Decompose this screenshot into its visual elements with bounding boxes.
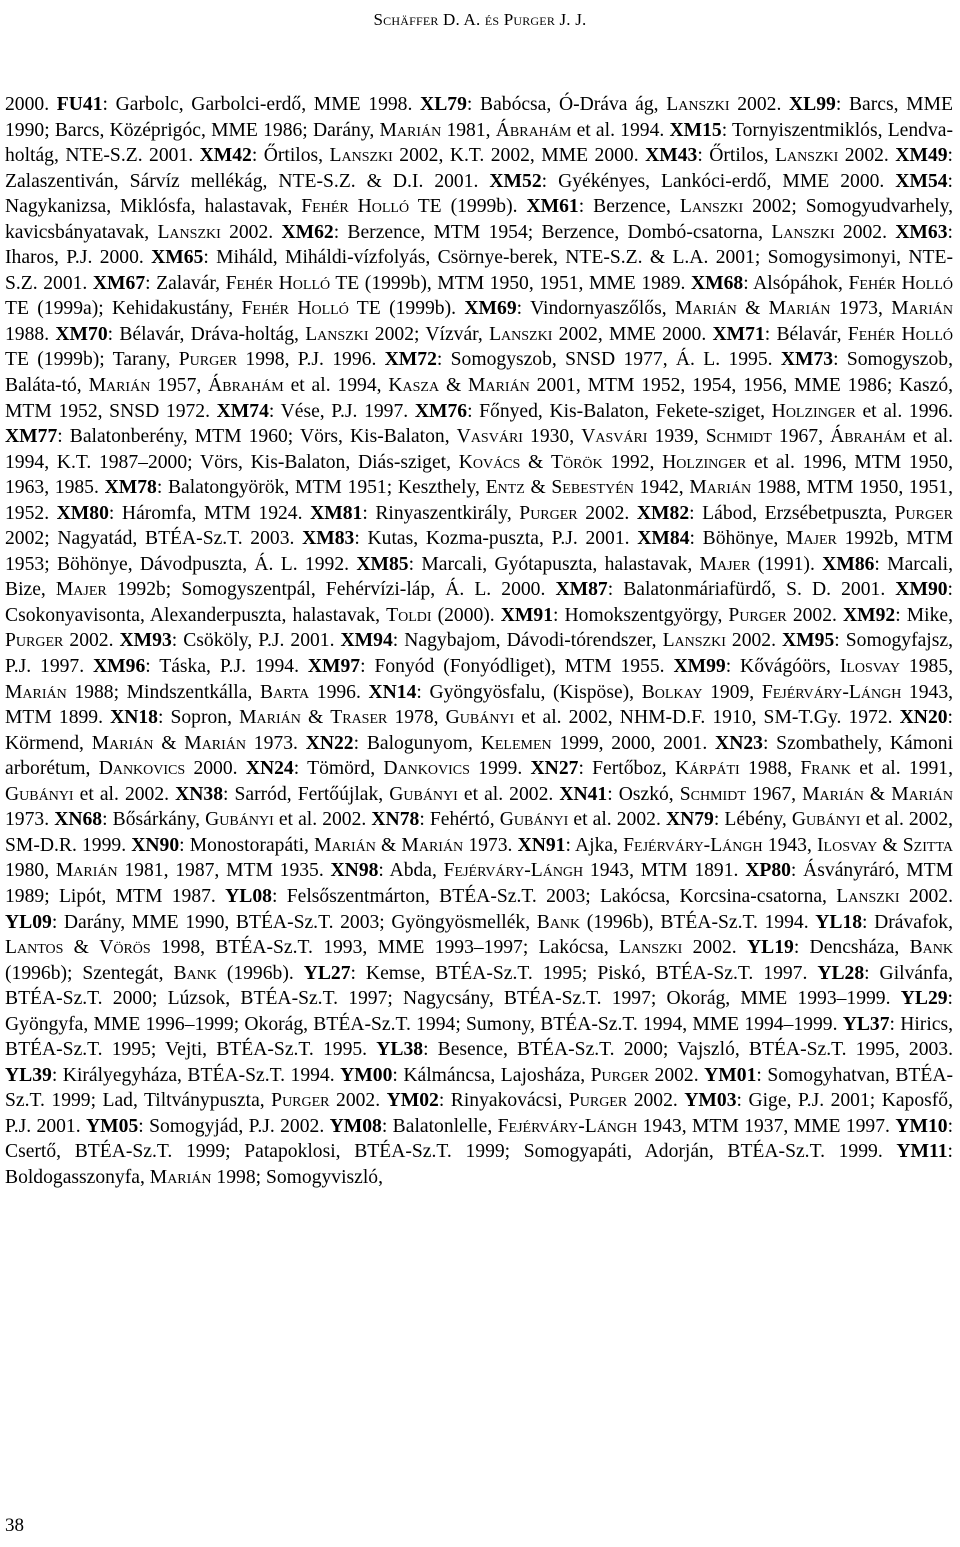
running-header: Schäffer D. A. és Purger J. J. <box>373 10 587 29</box>
body-text: 2000. FU41: Garbolc, Garbolci-erdő, MME 1998. XL79: Babócsa, Ó-Dráva ág, Lanszki 2002. XL99: Barcs, MME 1990; Barcs, Középrigóc, MME 1986; Darány, Marián 1981, Ábrahám et al. 1994. XM15: Tornyiszentmiklós, Lendva-holtág, NTE-S.Z. 2001. XM42: Őrtilos, Lanszki 2002, K.T. 2002, MME 2000. XM43: Őrtilos, Lanszki 2002. XM49: Zalaszentiván, Sárvíz mellékág, NTE-S.Z. & D.I. 2001. XM52: Gyékényes, Lankóci-erdő, MME 2000. XM54: Nagykanizsa, Miklósfa, halastavak, Fehér Holló TE (1999b). XM61: Berzence, Lanszki 2002; Somogyudvarhely, kavicsbányatavak, Lanszki 2002. XM62: Berzence, MTM 1954; Berzence, Dombó-csatorna, Lanszki 2002. XM63: Iharos, P.J. 2000. XM65: Miháld, Miháldi-vízfolyás, Csörnye-berek, NTE-S.Z. & L.A. 2001; Somogysimonyi, NTE-S.Z. 2001. XM67: Zalavár, Fehér Holló TE (1999b), MTM 1950, 1951, MME 1989. XM68: Alsópáhok, Fehér Holló TE (1999a); Kehidakustány, Fehér Holló TE (1999b). XM69: Vindornyaszőlős, Marián & Marián 1973, Marián 1988. XM70: Bélavár, Dráva-holtág, Lanszki 2002; Vízvár, Lanszki 2002, MME 2000. XM71: Bélavár, Fehér Holló TE (1999b); Tarany, Purger 1998, P.J. 1996. XM72: Somogyszob, SNSD 1977, Á. L. 1995. XM73: Somogyszob, Baláta-tó, Marián 1957, Ábrahám et al. 1994, Kasza & Marián 2001, MTM 1952, 1954, 1956, MME 1986; Kaszó, MTM 1952, SNSD 1972. XM74: Vése, P.J. 1997. XM76: Főnyed, Kis-Balaton, Fekete-sziget, Holzinger et al. 1996. XM77: Balatonberény, MTM 1960; Vörs, Kis-Balaton, Vasvári 1930, Vasvári 1939, Schmidt 1967, Ábrahám et al. 1994, K.T. 1987–2000; Vörs, Kis-Balaton, Diás-sziget, Kovács & Török 1992, Holzinger et al. 1996, MTM 1950, 1963, 1985. XM78: Balatongyörök, MTM 1951; Keszthely, Entz & Sebestyén 1942, Marián 1988, MTM 1950, 1951, 1952. XM80: Háromfa, MTM 1924. XM81: Rinyaszentkirály, Purger 2002. XM82: Lábod, Erzsébetpuszta, Purger 2002; Nagyatád, BTÉA-Sz.T. 2003. XM83: Kutas, Kozma-puszta, P.J. 2001. XM84: Böhönye, Majer 1992b, MTM 1953; Böhönye, Dávodpuszta, Á. L. 1992. XM85: Marcali, Gyótapuszta, halastavak, Majer (1991). XM86: Marcali, Bize, Majer 1992b; Somogyszentpál, Fehérvízi-láp, Á. L. 2000. XM87: Balatonmáriafürdő, S. D. 2001. XM90: Csokonyavisonta, Alexanderpuszta, halastavak, Toldi (2000). XM91: Homokszentgyörgy, Purger 2002. XM92: Mike, Purger 2002. XM93: Csököly, P.J. 2001. XM94: Nagybajom, Dávodi-tórendszer, Lanszki 2002. XM95: Somogyfajsz, P.J. 1997. XM96: Táska, P.J. 1994. XM97: Fonyód (Fonyódliget), MTM 1955. XM99: Kővágóörs, Ilosvay 1985, Marián 1988; Mindszentkálla, Barta 1996. XN14: Gyöngyösfalu, (Kispöse), Bolkay 1909, Fejérváry-Lángh 1943, MTM 1899. XN18: Sopron, Marián & Traser 1978, Gubányi et al. 2002, NHM-D.F. 1910, SM-T.Gy. 1972. XN20: Körmend, Marián & Marián 1973. XN22: Balogunyom, Kelemen 1999, 2000, 2001. XN23: Szombathely, Kámoni arborétum, Dankovics 2000. XN24: Tömörd, Dankovics 1999. XN27: Fertőboz, Kárpáti 1988, Frank et al. 1991, Gubányi et al. 2002. XN38: Sarród, Fertőújlak, Gubányi et al. 2002. XN41: Oszkó, Schmidt 1967, Marián & Marián 1973. XN68: Bősárkány, Gubányi et al. 2002. XN78: Fehértó, Gubányi et al. 2002. XN79: Lébény, Gubányi et al. 2002, SM-D.R. 1999. XN90: Monostorapáti, Marián & Marián 1973. XN91: Ajka, Fejérváry-Lángh 1943, Ilosvay & Szitta 1980, Marián 1981, 1987, MTM 1935. XN98: Abda, Fejérváry-Lángh 1943, MTM 1891. XP80: Ásványráró, MTM 1989; Lipót, MTM 1987. YL08: Felsőszentmárton, BTÉA-Sz.T. 2003; Lakócsa, Korcsina-csatorna, Lanszki 2002. YL09: Darány, MME 1990, BTÉA-Sz.T. 2003; Gyöngyösmellék, Bank (1996b), BTÉA-Sz.T. 1994. YL18: Drávafok, Lantos & Vörös 1998, BTÉA-Sz.T. 1993, MME 1993–1997; Lakócsa, Lanszki 2002. YL19: Dencsháza, Bank (1996b); Szentegát, Bank (1996b). YL27: Kemse, BTÉA-Sz.T. 1995; Piskó, BTÉA-Sz.T. 1997. YL28: Gilvánfa, BTÉA-Sz.T. 2000; Lúzsok, BTÉA-Sz.T. 1997; Nagycsány, BTÉA-Sz.T. 1997; Okorág, MME 1993–1999. YL29: Gyöngyfa, MME 1996–1999; Okorág, BTÉA-Sz.T. 1994; Sumony, BTÉA-Sz.T. 1994, MME 1994–1999. YL37: Hirics, BTÉA-Sz.T. 1995; Vejti, BTÉA-Sz.T. 1995. YL38: Besence, BTÉA-Sz.T. 2000; Vajszló, BTÉA-Sz.T. 1995, 2003. YL39: Királyegyháza, BTÉA-Sz.T. 1994. YM00: Kálmáncsa, Lajosháza, Purger 2002. YM01: Somogyhatvan, BTÉA-Sz.T. 1999; Lad, Tiltványpuszta, Purger 2002. YM02: Rinyakovácsi, Purger 2002. YM03: Gige, P.J. 2001; Kaposfő, P.J. 2001. YM05: Somogyjád, P.J. 2002. YM08: Balatonlelle, Fejérváry-Lángh 1943, MTM 1937, MME 1997. YM10: Csertő, BTÉA-Sz.T. 1999; Patapoklosi, BTÉA-Sz.T. 1999; Somogyapáti, Adorján, BTÉA-Sz.T. 1999. YM11: Boldogasszonyfa, Marián 1998; Somogyviszló, <box>5 94 954 1188</box>
page-number: 38 <box>5 1515 24 1536</box>
